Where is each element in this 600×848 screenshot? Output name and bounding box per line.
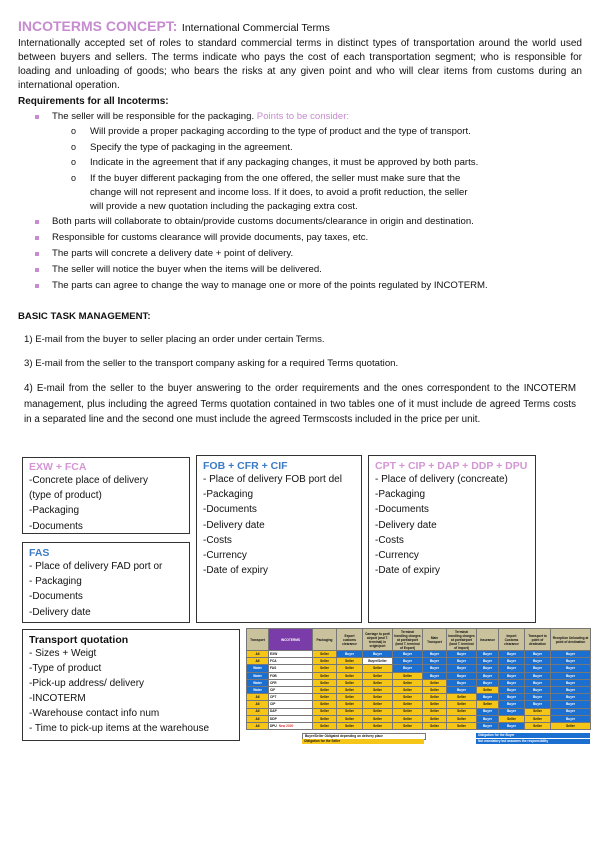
responsibility-cell: Buyer <box>551 701 591 708</box>
incoterm-cell <box>269 665 313 672</box>
box-fas-item: -Delivery date <box>29 606 91 618</box>
responsibility-cell: Seller <box>499 715 525 722</box>
responsibility-cell: Seller <box>363 679 393 686</box>
box-fob-item: -Date of expiry <box>203 565 269 577</box>
legend-not-mandatory: Not mandatory but assumes the responsibility <box>476 739 590 744</box>
basic-task-title: BASIC TASK MANAGEMENT: <box>18 311 151 322</box>
responsibility-cell: Buyer <box>477 672 499 679</box>
box-fob-item: -Documents <box>203 504 257 516</box>
responsibility-cell: Seller <box>363 672 393 679</box>
responsibility-cell: Seller <box>337 658 363 665</box>
incoterm-code: CIP <box>270 702 276 707</box>
table-row <box>247 679 591 686</box>
table-row <box>247 694 591 701</box>
responsibility-cell: Seller <box>525 722 551 729</box>
requirement-packaging-text: The seller will be responsible for the packaging. <box>52 111 255 122</box>
table-header-cell: INCOTERMS <box>269 629 313 651</box>
points-to-consider: Points to be consider: <box>256 111 350 122</box>
table-header-cell: Reception Unloading at point of destination <box>551 629 591 651</box>
step-3: 3) E-mail from the seller to the transport company asking for a required Terms quotation. <box>24 358 399 369</box>
responsibility-cell: Seller <box>337 715 363 722</box>
sub-item-5: will provide a new quotation including the packaging extra cost. <box>90 201 358 212</box>
responsibility-cell: Buyer <box>525 679 551 686</box>
page-title <box>18 18 588 36</box>
responsibility-cell: Seller <box>393 672 423 679</box>
responsibility-cell: Seller <box>551 722 591 729</box>
responsibility-cell: Seller <box>337 708 363 715</box>
responsibility-cell: Seller <box>337 694 363 701</box>
sub-item-0: Will provide a proper packaging according to the type of product and the type of transport. <box>90 126 471 137</box>
responsibility-cell: Seller <box>313 715 337 722</box>
incoterm-code: DDP <box>270 716 277 721</box>
requirement-item-4: The parts can agree to change the way to manage one or more of the points regulated by INCOTERM. <box>52 280 488 291</box>
responsibility-cell: Buyer <box>525 686 551 693</box>
incoterm-cell <box>269 672 313 679</box>
box-transport-item: -Type of product <box>29 663 102 674</box>
responsibility-cell: Seller <box>313 679 337 686</box>
responsibility-cell: Seller <box>393 722 423 729</box>
box-fob-item: -Delivery date <box>203 519 265 531</box>
responsibility-cell: Buyer <box>499 658 525 665</box>
responsibility-cell: Seller <box>525 708 551 715</box>
responsibility-cell: Buyer <box>423 665 447 672</box>
table-header-cell: Terminal handling charges at port/airport (land T. terminal of Export) <box>394 629 421 650</box>
box-transport-item: -Pick-up address/ delivery <box>29 678 145 689</box>
responsibility-cell: Buyer <box>447 679 477 686</box>
bullet-square <box>35 236 39 240</box>
intro-paragraph: Internationally accepted set of roles to standard commercial terms in distinct types of transportation around the world used between buyers and sellers. The terms indicate who pays the cost of each transportation segment; who is responsible for loading and unloading of goods; who bears the risks at any given point and who will clear items from customs during an international operation. <box>18 38 582 91</box>
responsibility-cell: Buyer <box>551 651 591 658</box>
transport-cell: All <box>247 722 269 729</box>
legend-buyer-seller: Buyer/Seller Obligated depending on delivery place <box>302 733 426 740</box>
responsibility-cell: Seller <box>423 722 447 729</box>
responsibility-cell: Seller <box>337 665 363 672</box>
responsibility-cell: Buyer <box>447 665 477 672</box>
responsibility-cell: Buyer/Seller <box>363 658 393 665</box>
responsibility-cell: Seller <box>477 701 499 708</box>
responsibility-cell: Buyer <box>477 679 499 686</box>
requirement-packaging <box>52 110 349 123</box>
incoterm-cell <box>269 686 313 693</box>
transport-cell: Water <box>247 672 269 679</box>
responsibility-cell: Seller <box>363 665 393 672</box>
transport-cell: All <box>247 708 269 715</box>
table-row <box>247 665 591 672</box>
box-cpt-item: -Date of expiry <box>375 565 441 577</box>
table-row <box>247 708 591 715</box>
responsibility-cell: Buyer <box>551 672 591 679</box>
responsibility-cell: Seller <box>363 701 393 708</box>
table-header-cell: Export customs clearance <box>337 629 363 651</box>
box-fob-cfr-cif <box>196 455 362 623</box>
table-header-cell: Terminal handling charges at port/airport (land T. terminal of Import) <box>448 629 475 650</box>
responsibility-cell: Buyer <box>525 672 551 679</box>
incoterm-code: FAS <box>270 666 277 671</box>
table-row <box>247 672 591 679</box>
box-cpt-item: -Currency <box>375 550 419 562</box>
box-fas-item: - Place of delivery FAD port or <box>29 561 163 572</box>
responsibility-cell: Seller <box>423 694 447 701</box>
table-header-cell: Import Customs clearance <box>499 629 525 651</box>
responsibility-cell: Buyer <box>499 708 525 715</box>
incoterm-code: FOB <box>270 673 277 678</box>
responsibility-cell: Seller <box>423 708 447 715</box>
requirement-item-3: The seller will notice the buyer when the items will be delivered. <box>52 264 322 275</box>
responsibility-cell: Seller <box>313 701 337 708</box>
box-transport-item: -INCOTERM <box>29 693 86 704</box>
responsibility-cell: Buyer <box>393 651 423 658</box>
responsibility-cell: Seller <box>337 701 363 708</box>
responsibility-cell: Buyer <box>447 672 477 679</box>
box-fas-item: -Documents <box>29 591 83 603</box>
transport-cell: All <box>247 658 269 665</box>
step-4: 4) E-mail from the seller to the buyer answering to the order requirements and the ones correspondent to the INCOTERM management, plus including the agreed Terms quotation contained in two tables one of it must include de agreed Terms costs in a separated line and the second one must include the agreed Termscosts included in the price per unit. <box>24 383 576 425</box>
box-cpt-item: - Place of delivery (concreate) <box>375 474 508 485</box>
responsibility-cell: Buyer <box>525 694 551 701</box>
table-header-cell: Carriage to port/ airport (and T. terminal) in origin/port <box>363 629 393 651</box>
incoterm-code: CFR <box>270 680 277 685</box>
responsibility-cell: Seller <box>393 701 423 708</box>
transport-cell: All <box>247 694 269 701</box>
responsibility-cell: Seller <box>363 686 393 693</box>
responsibility-cell: Seller <box>423 679 447 686</box>
responsibility-cell: Buyer <box>551 665 591 672</box>
box-exw-item: -Documents <box>29 520 83 532</box>
box-exw-item: -Packaging <box>29 505 80 517</box>
bullet-circle: o <box>71 142 77 152</box>
responsibility-cell: Seller <box>313 686 337 693</box>
responsibility-cell: Buyer <box>393 665 423 672</box>
transport-cell: All <box>247 701 269 708</box>
box-fas-title: FAS <box>29 547 50 559</box>
responsibility-cell: Buyer <box>477 651 499 658</box>
responsibility-cell: Seller <box>477 686 499 693</box>
responsibility-cell: Buyer <box>551 658 591 665</box>
responsibility-cell: Buyer <box>499 679 525 686</box>
responsibility-cell: Seller <box>313 672 337 679</box>
box-fas-item: - Packaging <box>29 576 82 588</box>
box-fob-item: -Packaging <box>203 489 254 501</box>
bullet-square <box>35 220 39 224</box>
responsibility-cell: Buyer <box>393 658 423 665</box>
table-header-cell: Transport <box>247 629 269 651</box>
responsibility-cell: Seller <box>393 686 423 693</box>
responsibility-cell: Buyer <box>477 715 499 722</box>
bullet-circle: o <box>71 126 77 136</box>
responsibility-cell: Seller <box>337 686 363 693</box>
responsibility-cell: Seller <box>447 715 477 722</box>
responsibility-cell: Buyer <box>477 665 499 672</box>
legend-buyer: Obligation for the Buyer <box>476 733 590 738</box>
box-cpt-cip-dap-ddp-dpu <box>368 455 536 623</box>
responsibility-cell: Buyer <box>423 658 447 665</box>
box-cpt-item: -Documents <box>375 504 429 516</box>
sub-item-2: Indicate in the agreement that if any packaging changes, it must be approved by both parts. <box>90 157 479 168</box>
box-fob-item: -Currency <box>203 550 247 562</box>
table-header-cell: Main Transport <box>423 629 447 651</box>
bullet-square <box>35 268 39 272</box>
responsibility-cell: Buyer <box>499 701 525 708</box>
transport-cell: Water <box>247 686 269 693</box>
responsibility-cell: Buyer <box>525 658 551 665</box>
box-cpt-title: CPT + CIP + DAP + DDP + DPU <box>375 460 528 472</box>
requirements-title: Requirements for all Incoterms: <box>18 96 169 107</box>
responsibility-cell: Seller <box>337 722 363 729</box>
box-fas <box>22 542 190 623</box>
responsibility-cell: Buyer <box>551 715 591 722</box>
responsibility-cell: Buyer <box>447 686 477 693</box>
responsibility-cell: Buyer <box>551 708 591 715</box>
incoterms-table <box>246 628 590 730</box>
bullet-square <box>35 115 39 119</box>
step-1: 1) E-mail from the buyer to seller placing an order under certain Terms. <box>24 334 325 345</box>
incoterm-cell <box>269 715 313 722</box>
box-transport-item: - Time to pick-up items at the warehouse <box>29 723 210 734</box>
responsibility-cell: Buyer <box>363 651 393 658</box>
responsibility-cell: Buyer <box>337 651 363 658</box>
responsibility-cell: Buyer <box>525 651 551 658</box>
responsibility-cell: Seller <box>447 722 477 729</box>
table-row <box>247 686 591 693</box>
responsibility-cell: Buyer <box>447 651 477 658</box>
incoterm-code: DAP <box>270 709 277 714</box>
responsibility-cell: Buyer <box>477 658 499 665</box>
box-exw-item: -Concrete place of delivery <box>29 475 148 486</box>
incoterm-cell <box>269 679 313 686</box>
box-transport-item: -Warehouse contact info num <box>29 708 160 719</box>
bullet-circle: o <box>71 157 77 167</box>
table-row <box>247 722 591 729</box>
responsibility-cell: Buyer <box>423 672 447 679</box>
incoterm-code: DPU <box>270 723 277 728</box>
responsibility-cell: Seller <box>423 701 447 708</box>
responsibility-cell: Seller <box>447 708 477 715</box>
responsibility-cell: Buyer <box>447 658 477 665</box>
box-exw-item: (type of product) <box>29 490 102 502</box>
bullet-square <box>35 284 39 288</box>
table-row <box>247 651 591 658</box>
box-cpt-item: -Delivery date <box>375 519 437 531</box>
incoterm-cell <box>269 722 313 729</box>
incoterm-note: New 2020 <box>278 723 294 728</box>
responsibility-cell: Buyer <box>477 722 499 729</box>
responsibility-cell: Seller <box>423 686 447 693</box>
responsibility-cell: Seller <box>313 658 337 665</box>
responsibility-cell: Buyer <box>499 694 525 701</box>
bullet-circle: o <box>71 173 77 183</box>
table-header-cell: Packaging <box>313 629 337 651</box>
table-row <box>247 658 591 665</box>
incoterm-code: EXW <box>270 651 278 656</box>
responsibility-cell: Buyer <box>499 665 525 672</box>
bullet-square <box>35 252 39 256</box>
legend-seller: Obligation for the Seller <box>302 739 424 744</box>
responsibility-cell: Seller <box>313 722 337 729</box>
responsibility-cell: Seller <box>337 679 363 686</box>
incoterm-cell <box>269 651 313 658</box>
box-exw-fca <box>22 457 190 534</box>
box-transport-title: Transport quotation <box>29 634 129 646</box>
transport-cell: All <box>247 715 269 722</box>
transport-cell: Water <box>247 665 269 672</box>
incoterm-code: FCA <box>270 659 277 664</box>
table-header-row <box>247 629 591 651</box>
responsibility-cell: Seller <box>363 722 393 729</box>
title-sub: International Commercial Terms <box>181 22 330 34</box>
box-fob-item: -Costs <box>203 534 232 546</box>
responsibility-cell: Buyer <box>499 672 525 679</box>
responsibility-cell: Seller <box>447 701 477 708</box>
responsibility-cell: Buyer <box>499 686 525 693</box>
responsibility-cell: Seller <box>393 679 423 686</box>
transport-cell: All <box>247 651 269 658</box>
responsibility-cell: Seller <box>363 694 393 701</box>
table-row <box>247 701 591 708</box>
sub-item-3: If the buyer different packaging from the one offered, the seller must make sure that the <box>90 173 461 184</box>
responsibility-cell: Seller <box>337 672 363 679</box>
responsibility-cell: Buyer <box>551 694 591 701</box>
responsibility-cell: Seller <box>313 694 337 701</box>
responsibility-cell: Buyer <box>551 679 591 686</box>
table-row <box>247 715 591 722</box>
transport-cell: Water <box>247 679 269 686</box>
responsibility-cell: Seller <box>423 715 447 722</box>
incoterm-cell <box>269 658 313 665</box>
responsibility-cell: Seller <box>313 708 337 715</box>
incoterm-cell <box>269 701 313 708</box>
sub-item-1: Specify the type of packaging in the agreement. <box>90 142 293 153</box>
box-cpt-item: -Costs <box>375 534 404 546</box>
title-main: INCOTERMS CONCEPT: <box>18 18 178 34</box>
responsibility-cell: Seller <box>363 708 393 715</box>
responsibility-cell: Buyer <box>477 694 499 701</box>
table-header-cell: Insurance <box>477 629 499 651</box>
box-exw-title: EXW + FCA <box>29 461 87 473</box>
responsibility-cell: Seller <box>447 694 477 701</box>
responsibility-cell: Buyer <box>477 708 499 715</box>
incoterm-code: CPT <box>270 695 277 700</box>
responsibility-cell: Seller <box>363 715 393 722</box>
sub-item-4: change will not represent and income loss. If it does, to avoid a profit reduction, the seller <box>90 187 468 198</box>
responsibility-cell: Seller <box>313 651 337 658</box>
responsibility-cell: Buyer <box>499 651 525 658</box>
incoterm-cell <box>269 708 313 715</box>
requirement-item-1: Responsible for customs clearance will provide documents, pay taxes, etc. <box>52 232 369 243</box>
responsibility-cell: Buyer <box>499 722 525 729</box>
incoterm-cell <box>269 694 313 701</box>
requirement-item-0: Both parts will collaborate to obtain/provide customs documents/clearance in origin and destination. <box>52 216 474 227</box>
box-transport-quotation <box>22 629 240 741</box>
box-cpt-item: -Packaging <box>375 489 426 501</box>
responsibility-cell: Seller <box>393 708 423 715</box>
box-fob-title: FOB + CFR + CIF <box>203 460 288 472</box>
box-fob-item: - Place of delivery FOB port del <box>203 474 342 485</box>
responsibility-cell: Seller <box>393 694 423 701</box>
requirement-item-2: The parts will concrete a delivery date + point of delivery. <box>52 248 294 259</box>
responsibility-cell: Buyer <box>423 651 447 658</box>
responsibility-cell: Buyer <box>525 701 551 708</box>
responsibility-cell: Seller <box>313 665 337 672</box>
box-transport-item: - Sizes + Weigt <box>29 648 97 659</box>
incoterm-code: CIF <box>270 687 276 692</box>
responsibility-cell: Buyer <box>525 665 551 672</box>
responsibility-cell: Seller <box>525 715 551 722</box>
responsibility-cell: Buyer <box>551 686 591 693</box>
responsibility-cell: Seller <box>393 715 423 722</box>
table-header-cell: Transport to point of destination <box>525 629 551 651</box>
